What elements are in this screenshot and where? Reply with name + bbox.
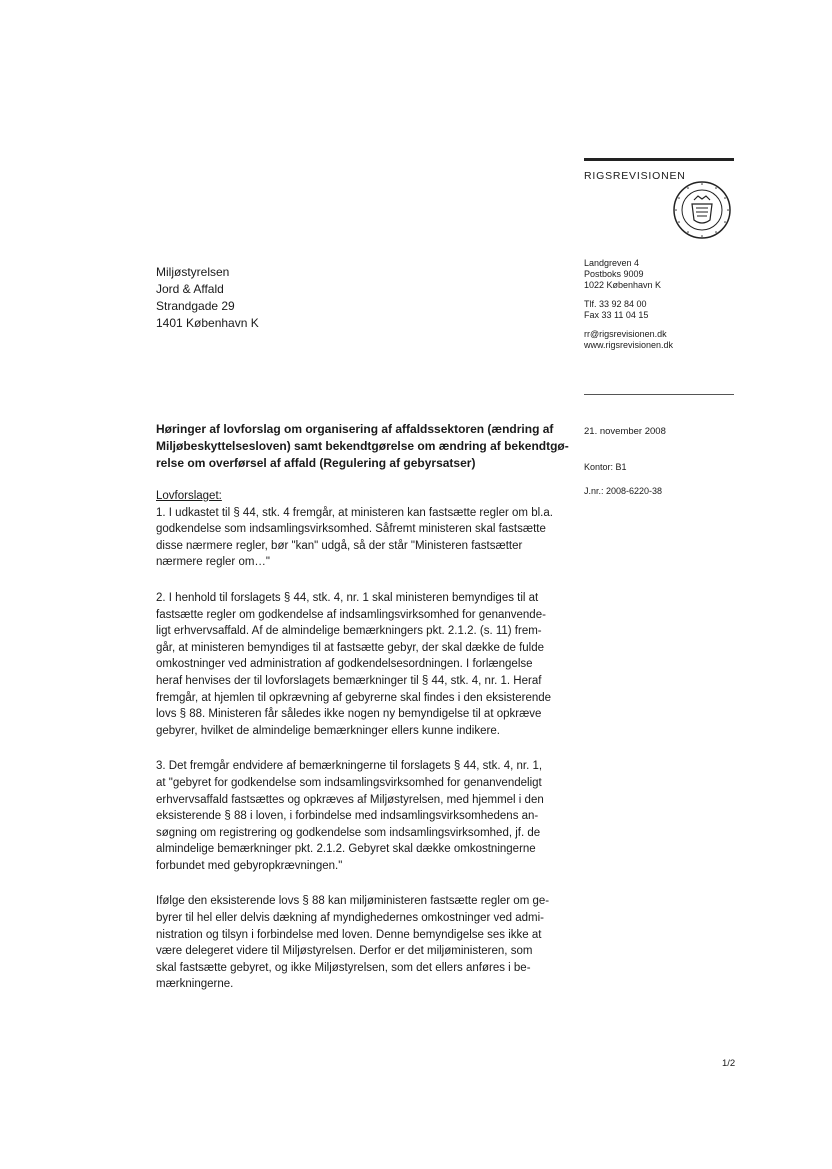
text-line: nærmere regler om…" xyxy=(156,556,271,569)
folketinget-seal-icon xyxy=(672,180,732,240)
text-line: heraf henvises der til lovforslagets bemærkninger til § 44, stk. 4, nr. 1. Heraf xyxy=(156,674,542,687)
journal-number: J.nr.: 2008-6220-38 xyxy=(584,486,663,496)
section-heading: Lovforslaget: xyxy=(156,490,222,502)
text-line: lovs § 88. Ministeren får således ikke nogen ny bemyndigelse til at opkræve xyxy=(156,708,542,721)
text-line: disse nærmere regler, bør "kan" udgå, så der står "Ministeren fastsætter xyxy=(156,539,523,552)
letter-body xyxy=(156,488,553,1012)
text-line: godkendelse som indsamlingsvirksomhed. Såfremt ministeren skal fastsætte xyxy=(156,523,546,536)
letter-date: 21. november 2008 xyxy=(584,426,666,437)
text-line: omkostninger ved administration af godkendelsesordningen. I forlængelse xyxy=(156,658,533,671)
sender-email: rr@rigsrevisionen.dk xyxy=(584,329,667,339)
sender-fax: Fax 33 11 04 15 xyxy=(584,310,649,320)
letterhead-rule-top xyxy=(584,158,734,161)
text-line: mærkningerne. xyxy=(156,978,234,991)
text-line: går, at ministeren bemyndiges til at fastsætte gebyr, der skal dække de fulde xyxy=(156,641,545,654)
text-line: nistration og tilsyn i forbindelse med loven. Denne bemyndigelse ses ikke at xyxy=(156,928,542,941)
sender-pobox: Postboks 9009 xyxy=(584,269,644,279)
text-line: skal fastsætte gebyret, og ikke Miljøstyrelsen, som det ellers anføres i be- xyxy=(156,961,531,974)
text-line: Ifølge den eksisterende lovs § 88 kan miljøministeren fastsætte regler om ge- xyxy=(156,895,550,908)
sender-website: www.rigsrevisionen.dk xyxy=(584,340,674,350)
letterhead-rule-bottom xyxy=(584,394,734,395)
recipient-line: 1401 København K xyxy=(156,316,259,330)
paragraph-2 xyxy=(156,590,552,739)
sender-city: 1022 København K xyxy=(584,280,662,290)
sender-address-block xyxy=(584,258,673,351)
text-line: byrer til hel eller delvis dækning af myndighedernes omkostninger ved admi- xyxy=(156,912,544,925)
page-number: 1/2 xyxy=(722,1058,736,1069)
sender-phone: Tlf. 33 92 84 00 xyxy=(584,299,647,309)
text-line: være delegeret videre til Miljøstyrelsen. Derfor er det miljøministeren, som xyxy=(156,945,533,958)
recipient-address-block xyxy=(156,264,259,332)
subject-line: Miljøbeskyttelsesloven) samt bekendtgørelse om ændring af bekendtgø- xyxy=(156,439,569,453)
subject-line: relse om overførsel af affald (Regulering af gebyrsatser) xyxy=(156,456,476,470)
text-line: gebyrer, hvilket de almindelige bemærkninger ellers kunne indikere. xyxy=(156,724,500,737)
paragraph-1 xyxy=(156,505,553,571)
text-line: eksisterende § 88 i loven, i forbindelse med indsamlingsvirksomhedens an- xyxy=(156,810,539,823)
text-line: forbundet med gebyropkrævningen." xyxy=(156,859,343,872)
organization-name: RIGSREVISIONEN xyxy=(584,170,686,182)
recipient-line: Strandgade 29 xyxy=(156,299,235,313)
text-line: søgning om registrering og godkendelse som indsamlingsvirksomhed, jf. de xyxy=(156,826,541,839)
text-line: at "gebyret for godkendelse som indsamlingsvirksomhed for genanvendeligt xyxy=(156,776,542,789)
paragraph-3 xyxy=(156,758,548,874)
text-line: 3. Det fremgår endvidere af bemærkningerne til forslagets § 44, stk. 4, nr. 1, xyxy=(156,760,543,773)
text-line: fremgår, at hjemlen til opkrævning af gebyrerne skal findes i den eksisterende xyxy=(156,691,552,704)
recipient-line: Miljøstyrelsen xyxy=(156,265,230,279)
text-line: fastsætte regler om godkendelse af indsamlingsvirksomhed for genanvende- xyxy=(156,608,546,621)
letter-subject xyxy=(156,421,576,472)
text-line: almindelige bemærkninger pkt. 2.1.2. Gebyret skal dække omkostningerne xyxy=(156,843,536,856)
recipient-line: Jord & Affald xyxy=(156,282,224,296)
text-line: 2. I henhold til forslagets § 44, stk. 4, nr. 1 skal ministeren bemyndiges til at xyxy=(156,591,539,604)
subject-line: Høringer af lovforslag om organisering af affaldssektoren (ændring af xyxy=(156,422,554,436)
text-line: 1. I udkastet til § 44, stk. 4 fremgår, at ministeren kan fastsætte regler om bl.a. xyxy=(156,506,553,519)
text-line: erhvervsaffald fastsættes og opkræves af Miljøstyrelsen, med hjemmel i den xyxy=(156,793,544,806)
text-line: ligt erhvervsaffald. Af de almindelige bemærkningers pkt. 2.1.2. (s. 11) frem- xyxy=(156,625,542,638)
paragraph-4 xyxy=(156,893,548,993)
sender-street: Landgreven 4 xyxy=(584,258,640,268)
office-reference: Kontor: B1 xyxy=(584,462,627,472)
